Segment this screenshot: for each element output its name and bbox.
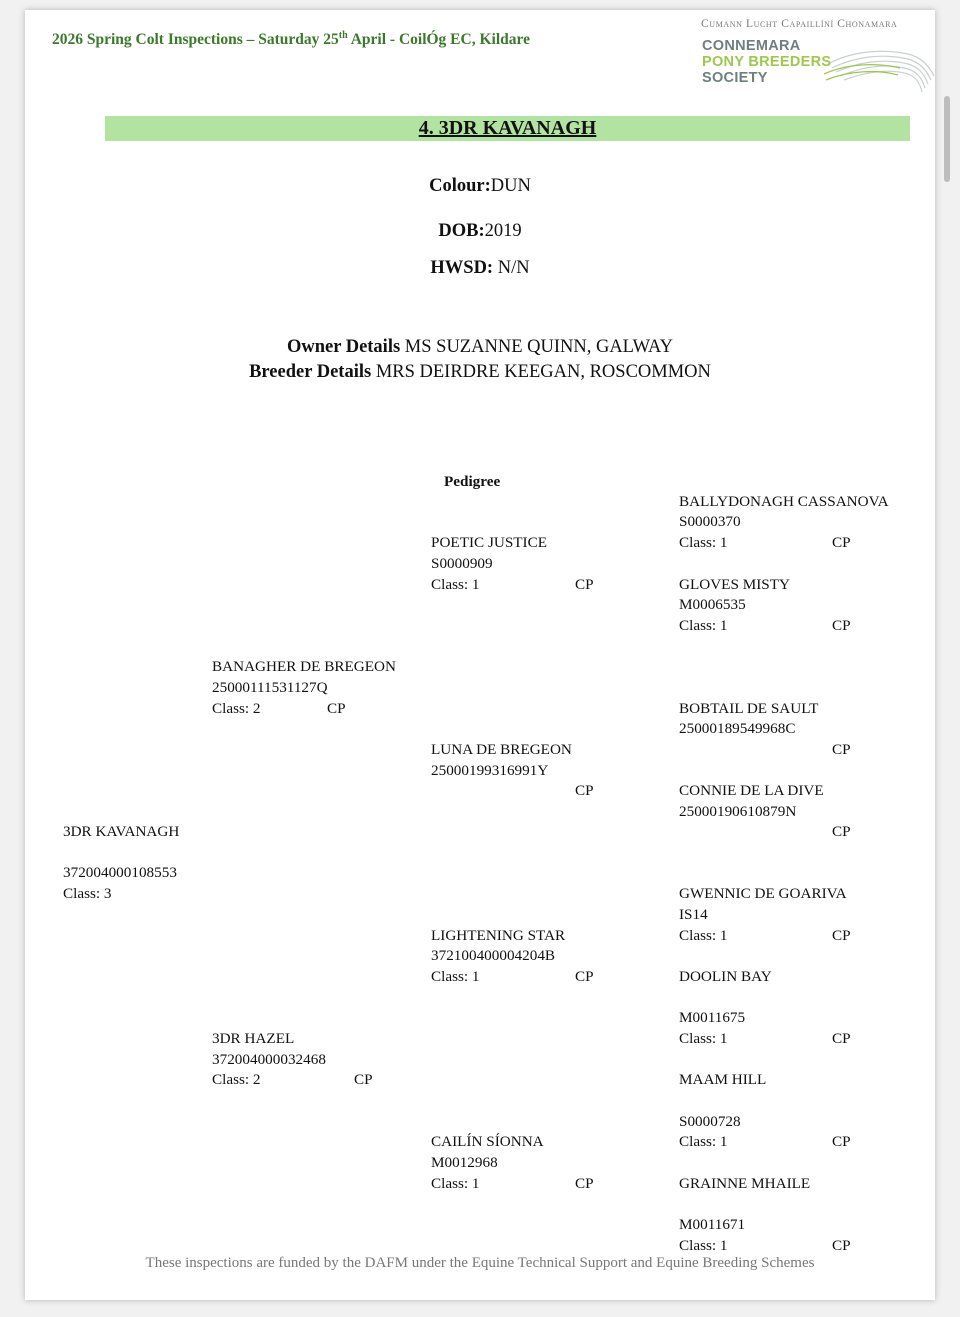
breeder-line xyxy=(25,362,935,383)
breeder-value: MRS DEIRDRE KEEGAN, ROSCOMMON xyxy=(371,362,711,382)
sds-name: BOBTAIL DE SAULT xyxy=(679,700,819,717)
sire-id: 25000111531127Q xyxy=(212,679,328,696)
dam-name: 3DR HAZEL xyxy=(212,1030,295,1047)
sd-cp: CP xyxy=(575,782,594,799)
ssd-name: GLOVES MISTY xyxy=(679,576,790,593)
sdd-name: CONNIE DE LA DIVE xyxy=(679,782,824,799)
hwsd-label: HWSD: xyxy=(430,258,494,278)
pedigree-subject-name: 3DR KAVANAGH xyxy=(63,823,180,840)
ssd-cp: CP xyxy=(832,617,851,634)
ds-id: 372100400004204B xyxy=(431,947,556,964)
funding-footer: These inspections are funded by the DAFM under the Equine Technical Support and Equine Breeding Schemes xyxy=(145,1255,815,1271)
pedigree-heading: Pedigree xyxy=(444,473,501,490)
ddd-id: M0011671 xyxy=(679,1216,746,1233)
sds-id: 25000189549968C xyxy=(679,720,796,737)
dds-id: S0000728 xyxy=(679,1113,741,1130)
horse-title: 4. 3DR KAVANAGH xyxy=(105,116,910,141)
breeder-label: Breeder Details xyxy=(249,362,372,382)
sd-id: 25000199316991Y xyxy=(431,762,549,779)
sd-name: LUNA DE BREGEON xyxy=(431,741,572,758)
ss-class: Class: 1 xyxy=(431,576,480,593)
dss-class: Class: 1 xyxy=(679,927,728,944)
dss-id: IS14 xyxy=(679,906,708,923)
document-page xyxy=(25,10,935,1300)
owner-label: Owner Details xyxy=(286,337,401,357)
hwsd-value: N/N xyxy=(493,258,530,278)
sss-name: BALLYDONAGH CASSANOVA xyxy=(679,493,889,510)
event-header xyxy=(52,30,530,49)
hwsd-line xyxy=(25,258,935,279)
dob-label: DOB: xyxy=(438,221,485,241)
logo-irish-name: Cumann Lucht Capaillíní Chonamara xyxy=(701,18,898,30)
dob-line xyxy=(25,221,935,242)
dds-name: MAAM HILL xyxy=(679,1071,767,1088)
colour-label: Colour: xyxy=(429,176,491,196)
dd-cp: CP xyxy=(575,1175,594,1192)
logo-line-3: SOCIETY xyxy=(702,70,768,86)
ss-id: S0000909 xyxy=(431,555,493,572)
ds-class: Class: 1 xyxy=(431,968,480,985)
dd-name: CAILÍN SÍONNA xyxy=(431,1133,544,1150)
sds-cp: CP xyxy=(832,741,851,758)
dsd-cp: CP xyxy=(832,1030,851,1047)
dam-id: 372004000032468 xyxy=(212,1051,326,1068)
event-header-sup: th xyxy=(338,30,348,41)
ds-name: LIGHTENING STAR xyxy=(431,927,566,944)
dam-class: Class: 2 xyxy=(212,1071,261,1088)
owner-value: MS SUZANNE QUINN, GALWAY xyxy=(400,337,674,357)
ss-name: POETIC JUSTICE xyxy=(431,534,548,551)
dob-value: 2019 xyxy=(484,221,522,241)
dsd-id: M0011675 xyxy=(679,1009,746,1026)
event-header-text-2: April - CoilÓg EC, Kildare xyxy=(347,31,530,49)
dds-cp: CP xyxy=(832,1133,851,1150)
owner-line xyxy=(25,337,935,358)
dss-name: GWENNIC DE GOARIVA xyxy=(679,885,847,902)
logo-line-2: PONY BREEDERS xyxy=(702,54,832,70)
ddd-class: Class: 1 xyxy=(679,1237,728,1254)
ss-cp: CP xyxy=(575,576,594,593)
ssd-class: Class: 1 xyxy=(679,617,728,634)
ssd-id: M0006535 xyxy=(679,596,746,613)
dd-class: Class: 1 xyxy=(431,1175,480,1192)
logo-line-1: CONNEMARA xyxy=(702,38,801,54)
pedigree-subject-class: Class: 3 xyxy=(63,885,112,902)
ddd-cp: CP xyxy=(832,1237,851,1254)
dss-cp: CP xyxy=(832,927,851,944)
sire-name: BANAGHER DE BREGEON xyxy=(212,658,396,675)
sss-class: Class: 1 xyxy=(679,534,728,551)
sss-id: S0000370 xyxy=(679,513,741,530)
ds-cp: CP xyxy=(575,968,594,985)
ddd-name: GRAINNE MHAILE xyxy=(679,1175,811,1192)
dam-cp: CP xyxy=(354,1071,373,1088)
society-logo xyxy=(700,16,940,98)
vertical-scrollbar[interactable] xyxy=(944,96,950,182)
colour-line xyxy=(25,176,935,197)
dsd-name: DOOLIN BAY xyxy=(679,968,772,985)
sdd-cp: CP xyxy=(832,823,851,840)
pony-head-icon xyxy=(820,34,938,98)
dsd-class: Class: 1 xyxy=(679,1030,728,1047)
sss-cp: CP xyxy=(832,534,851,551)
sire-class: Class: 2 xyxy=(212,700,261,717)
pedigree-subject-id: 372004000108553 xyxy=(63,864,177,881)
colour-value: DUN xyxy=(490,176,531,196)
dd-id: M0012968 xyxy=(431,1154,498,1171)
sdd-id: 25000190610879N xyxy=(679,803,797,820)
sire-cp: CP xyxy=(327,700,346,717)
dds-class: Class: 1 xyxy=(679,1133,728,1150)
event-header-text: 2026 Spring Colt Inspections – Saturday 25 xyxy=(52,31,339,49)
